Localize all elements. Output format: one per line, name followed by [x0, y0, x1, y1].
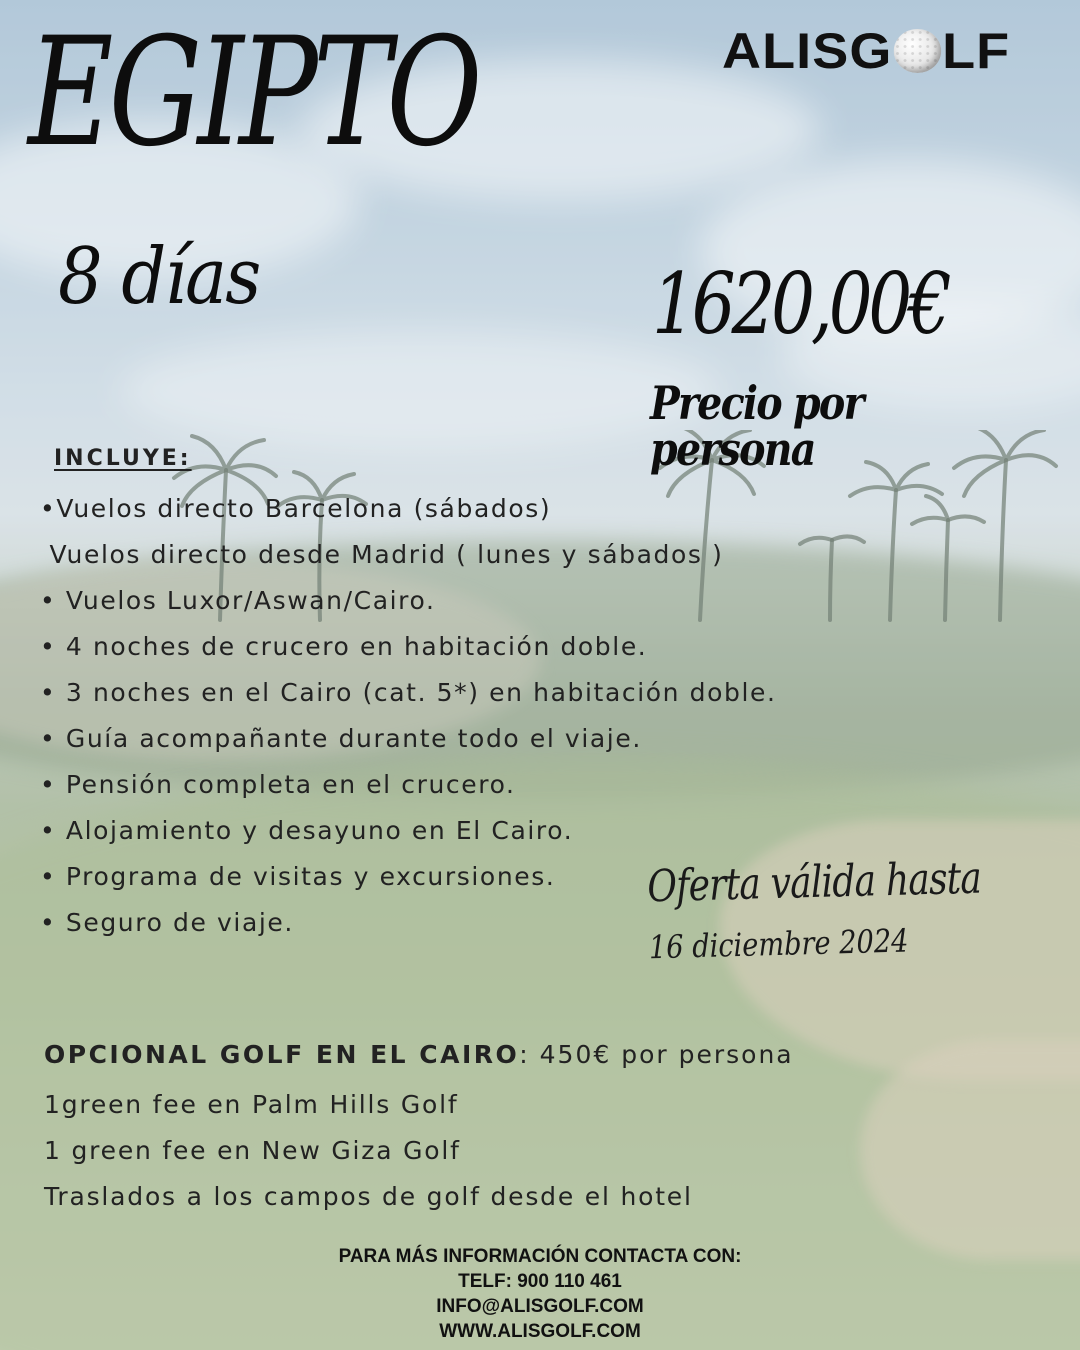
- list-item: Traslados a los campos de golf desde el hotel: [44, 1182, 693, 1211]
- list-item: • 4 noches de crucero en habitación doble.: [40, 632, 648, 661]
- list-item: • Alojamiento y desayuno en El Cairo.: [40, 816, 574, 845]
- list-item: • Guía acompañante durante todo el viaje.: [40, 724, 642, 753]
- optional-golf: [44, 1040, 794, 1069]
- contact-heading: PARA MÁS INFORMACIÓN CONTACTA CON:: [338, 1246, 742, 1267]
- destination-title: EGIPTO: [28, 6, 478, 180]
- contact-block: [0, 1244, 1080, 1344]
- golf-ball-icon: [894, 29, 942, 73]
- alisgolf-logo: [722, 23, 1011, 79]
- logo-text-prefix: ALISG: [722, 23, 893, 79]
- list-item: • Vuelos Luxor/Aswan/Cairo.: [40, 586, 436, 615]
- offer-label: Oferta válida hasta: [646, 852, 982, 913]
- contact-phone: TELF: 900 110 461: [458, 1271, 622, 1292]
- list-item: 1green fee en Palm Hills Golf: [44, 1090, 459, 1119]
- optional-golf-label: OPCIONAL GOLF EN EL CAIRO: [44, 1040, 520, 1069]
- trip-price: 1620,00€: [652, 255, 948, 353]
- list-item: • Programa de visitas y excursiones.: [40, 862, 556, 891]
- list-item: • 3 noches en el Cairo (cat. 5*) en habitación doble.: [40, 678, 777, 707]
- offer-date: 16 diciembre 2024: [648, 921, 909, 967]
- contact-email: INFO@ALISGOLF.COM: [436, 1296, 644, 1317]
- offer-validity: [646, 852, 1056, 967]
- includes-heading: INCLUYE:: [54, 446, 192, 471]
- list-item: •Vuelos directo Barcelona (sábados): [40, 494, 552, 523]
- contact-website: WWW.ALISGOLF.COM: [439, 1321, 641, 1342]
- list-item: • Seguro de viaje.: [40, 908, 294, 937]
- price-note: Precio por persona: [650, 376, 863, 476]
- optional-golf-price: : 450€ por persona: [519, 1040, 794, 1069]
- list-item: Vuelos directo desde Madrid ( lunes y sábados ): [40, 540, 724, 569]
- logo-text-suffix: LF: [942, 23, 1011, 79]
- trip-duration: 8 días: [58, 232, 260, 322]
- optional-golf-list: [44, 1082, 693, 1220]
- list-item: 1 green fee en New Giza Golf: [44, 1136, 461, 1165]
- list-item: • Pensión completa en el crucero.: [40, 770, 516, 799]
